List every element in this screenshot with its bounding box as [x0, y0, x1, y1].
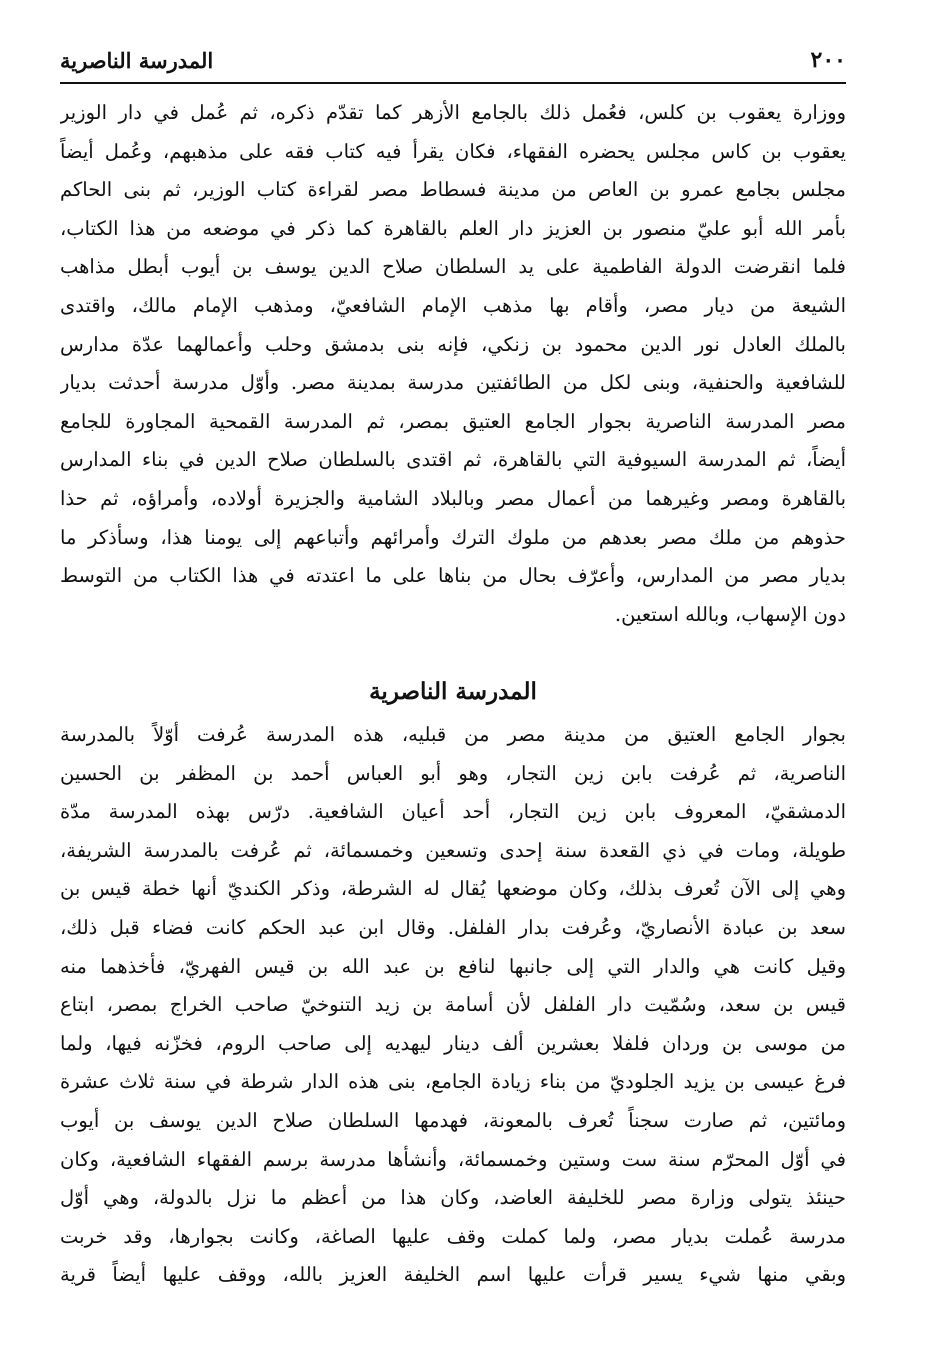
page-header: [60, 38, 846, 82]
text-line: دون الإسهاب، وبالله استعين.: [614, 602, 846, 626]
text-line: حذوهم من ملك مصر بعدهم من ملوك الترك وأمرائهم وأتباعهم إلى يومنا هذا، وسأذكر ما: [60, 525, 846, 549]
section-paragraph: [60, 716, 846, 1295]
text-line: من موسى بن وردان فلفلا بعشرين ألف دينار ليهديه إلى صاحب الروم، فخزّنه فيها، ولما: [60, 1031, 846, 1055]
text-line: وبقي منها شيء يسير قرأت عليها اسم الخليفة العزيز بالله، ووقف عليها أيضاً قرية: [60, 1263, 846, 1287]
text-line: وقيل كانت هي والدار التي إلى جانبها لنافع بن عبد الله بن قيس الفهريّ، فأخذهما منه: [60, 954, 846, 978]
section-title: المدرسة الناصرية: [369, 678, 537, 705]
text-line: ومائتين، ثم صارت سجناً تُعرف بالمعونة، فهدمها السلطان صلاح الدين يوسف بن أيوب: [60, 1108, 846, 1132]
text-line: في أوّل المحرّم سنة ست وستين وخمسمائة، وأنشأها مدرسة برسم الفقهاء الشافعية، وكان: [60, 1147, 846, 1171]
text-line: الشيعة من ديار مصر، وأقام بها مذهب الإمام الشافعيّ، ومذهب الإمام مالك، واقتدى: [60, 293, 846, 317]
header-rule: [60, 82, 846, 84]
text-line: وهي إلى الآن تُعرف بذلك، وكان موضعها يُقال له الشرطة، وذكر الكنديّ أنها خطة قيس بن: [60, 877, 846, 901]
text-line: مصر المدرسة الناصرية بجوار الجامع العتيق بمصر، ثم المدرسة القمحية المجاورة للجامع: [60, 409, 846, 433]
text-line: حينئذ يتولى وزارة مصر للخليفة العاضد، وكان هذا من أعظم ما نزل بالدولة، وهي أوّل: [60, 1186, 846, 1210]
text-line: الدمشقيّ، المعروف بابن زين التجار، أحد أعيان الشافعية. درّس بهذه المدرسة مدّة: [60, 800, 846, 824]
text-line: فرغ عيسى بن يزيد الجلوديّ من بناء زيادة الجامع، بنى هذه الدار شرطة في سنة ثلاث عشرة: [60, 1070, 846, 1094]
text-line: أيضاً، ثم المدرسة السيوفية التي بالقاهرة، ثم اقتدى بالسلطان صلاح الدين في بناء المدارس: [60, 448, 846, 472]
text-line: للشافعية والحنفية، وبنى لكل من الطائفتين مدرسة بمدينة مصر. وأوّل مدرسة أحدثت بديار: [60, 371, 846, 395]
text-line: مدرسة عُملت بديار مصر، ولما كملت وقف عليها الصاغة، وكانت بجوارها، وقد خربت: [60, 1224, 846, 1248]
text-line: بجوار الجامع العتيق من مدينة مصر من قبليه، هذه المدرسة عُرفت أوّلاً بالمدرسة: [60, 723, 846, 746]
text-line: بالملك العادل نور الدين محمود بن زنكي، فإنه بنى بدمشق وحلب وأعمالهما عدّة مدارس: [60, 332, 846, 356]
page-number: ٢٠٠: [810, 47, 846, 73]
intro-paragraph: [60, 94, 846, 634]
text-line: طويلة، ومات في ذي القعدة سنة إحدى وتسعين وخمسمائة، ثم عُرفت بالمدرسة الشريفة،: [60, 838, 846, 862]
running-title: المدرسة الناصرية: [60, 47, 214, 73]
text-line: ووزارة يعقوب بن كلس، فعُمل ذلك بالجامع الأزهر كما تقدّم ذكره، ثم عُمل في دار الوزير: [60, 101, 846, 124]
text-line: يعقوب بن كاس مجلس يحضره الفقهاء، فكان يقرأ فيه كتاب فقه على مذهبهم، وعُمل أيضاً: [60, 139, 846, 163]
text-line: بديار مصر من المدارس، وأعرّف بحال من بناها على ما اعتدته في هذا الكتاب من التوسط: [60, 564, 846, 588]
text-line: بأمر الله أبو عليّ منصور بن العزيز دار العلم بالقاهرة كما ذكر في موضعه من هذا الكتاب،: [60, 216, 846, 240]
text-line: فلما انقرضت الدولة الفاطمية على يد السلطان صلاح الدين يوسف بن أيوب أبطل مذاهب: [60, 255, 846, 279]
text-line: الناصرية، ثم عُرفت بابن زين التجار، وهو أبو العباس أحمد بن المظفر بن الحسين: [60, 761, 846, 785]
text-line: مجلس بجامع عمرو بن العاص من مدينة فسطاط مصر لقراءة كتاب الوزير، ثم بنى الحاكم: [60, 178, 846, 202]
text-line: بالقاهرة ومصر وغيرهما من أعمال مصر وبالبلاد الشامية والجزيرة أولاده، وأمراؤه، ثم حذا: [60, 486, 846, 510]
text-line: قيس بن سعد، وسُمّيت دار الفلفل لأن أسامة بن زيد التنوخيّ صاحب الخراج بمصر، ابتاع: [60, 993, 846, 1017]
text-line: سعد بن عبادة الأنصاريّ، وعُرفت بدار الفلفل. وقال ابن عبد الحكم كانت فضاء قبل ذلك،: [60, 915, 846, 939]
